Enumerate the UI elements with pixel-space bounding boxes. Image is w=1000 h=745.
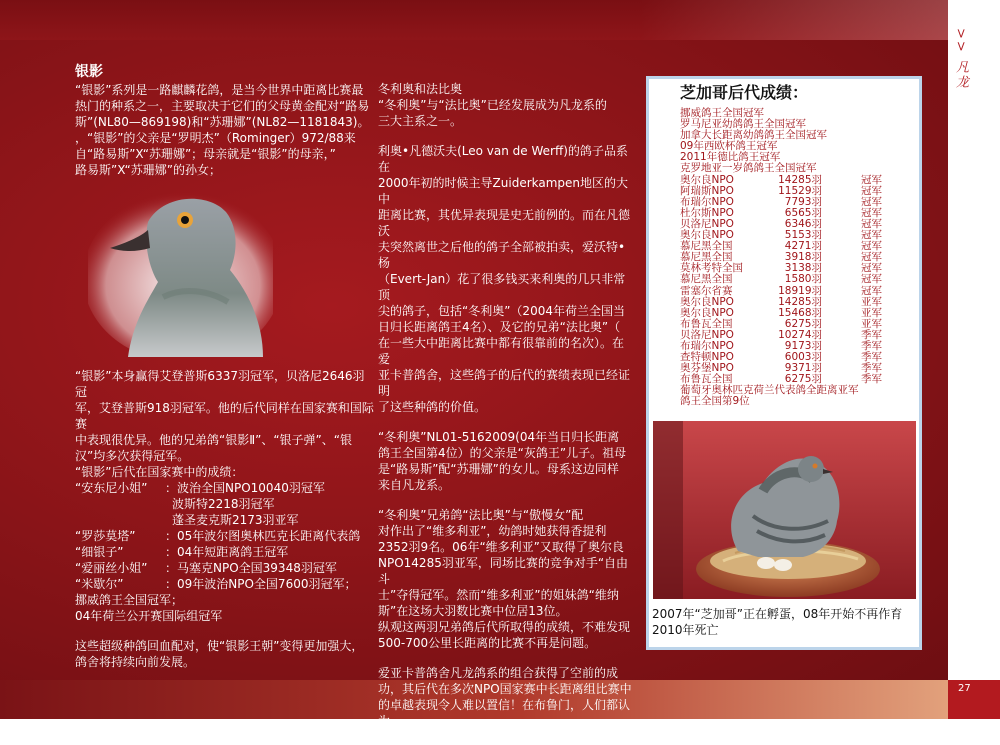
result-place: 冠军: [861, 206, 882, 219]
result-place: 冠军: [861, 217, 882, 230]
closing-line: 这些超级种鸽回血配对，使“银影王朝”变得更加强大，: [75, 639, 364, 653]
silver-shadow-results: [75, 368, 375, 670]
result-race: 慕尼黑全国: [680, 240, 733, 253]
article-line: 2352羽9名。06年“维多利亚”又取得了奥尔良: [378, 540, 624, 554]
extra-line: 挪威鸽王全国冠军；: [75, 593, 184, 607]
result-race: 贝洛尼NPO: [680, 328, 734, 341]
article-line: 士”夺得冠军。然而“维多利亚”的姐妹鸽“维纳: [378, 588, 619, 602]
honour-line: 罗马尼亚幼鸽鸽王全国冠军: [680, 118, 806, 131]
offspring-row: [75, 544, 375, 560]
article-line: 距离比赛，其优异表现是史无前例的。而在凡德沃: [378, 208, 631, 238]
article-line: 来自凡龙系。: [378, 478, 451, 492]
offspring-result: ：09年波治NPO全国7600羽冠军；: [165, 577, 357, 591]
article-line: 在一些大中距离比赛中都有很靠前的名次）。在爱: [378, 336, 625, 366]
middle-column-article: [378, 81, 633, 745]
chicago-nesting-photo: [653, 421, 916, 599]
offspring-result: 蓬圣麦克斯2173羽亚军: [172, 513, 299, 527]
honour-line: 加拿大长距离幼鸽鸽王全国冠军: [680, 129, 827, 142]
result-birds: 9371羽: [784, 362, 822, 375]
article-line: 爱亚卡普鸽舍凡龙鸽系的组合获得了空前的成: [378, 666, 619, 680]
honour-line: 葡萄牙奥林匹克荷兰代表鸽全距离亚军: [680, 384, 859, 397]
result-race: 奥尔良NPO: [680, 173, 734, 186]
result-birds: 6346羽: [784, 217, 822, 230]
result-race: 布瑞尔NPO: [680, 339, 734, 352]
article-line: 功，其后代在多次NPO国家赛中长距离组比赛中: [378, 682, 632, 696]
result-race: 慕尼黑全国: [680, 273, 733, 286]
page-number-box: [948, 680, 1000, 719]
result-place: 季军: [861, 362, 882, 375]
offspring-result: ：05年波尔图奥林匹克长距离代表鸽: [165, 529, 361, 543]
article-line: 对作出了“维多利亚”，幼鸽时她获得香提利: [378, 524, 607, 538]
result-birds: 9173羽: [784, 339, 822, 352]
result-race: 贝洛尼NPO: [680, 217, 734, 230]
result-race: 布鲁瓦全国: [680, 373, 733, 386]
result-place: 冠军: [861, 251, 882, 264]
result-birds: 15468羽: [778, 306, 822, 319]
article-line: 日归长距离鸽王4名）、及它的兄弟“法比奥”（: [378, 320, 621, 334]
result-place: 季军: [861, 339, 882, 352]
article-line: （Evert-Jan）花了很多钱买来利奥的几只非常顶: [378, 272, 626, 302]
result-race: 奥尔良NPO: [680, 306, 734, 319]
result-place: 季军: [861, 373, 882, 386]
article-line: 的卓越表现令人难以置信！在布鲁门，人们都认为: [378, 698, 631, 728]
article-line: “冬利奥”与“法比奥”已经发展成为凡龙系的: [378, 98, 607, 112]
result-place: 季军: [861, 351, 882, 364]
offspring-row: [75, 528, 375, 544]
result-birds: 14285羽: [778, 173, 822, 186]
honour-line: 09年西欧杯鸽王冠军: [680, 140, 778, 153]
result-place: 冠军: [861, 229, 882, 242]
section-tab-label: >> 凡龙: [953, 28, 968, 90]
intro-line: 热门的种系之一，主要取决于它们的父母黄金配对“路易: [75, 99, 370, 113]
result-birds: 10274羽: [778, 328, 822, 341]
chicago-honours-list: [680, 108, 910, 408]
body-line: “银影”本身赢得艾登普斯6337羽冠军，贝洛尼2646羽冠: [75, 369, 365, 399]
article-line: 纵观这两羽兄弟鸽后代所取得的成绩，不难发现: [378, 620, 631, 634]
article-line: 是“路易斯”配“苏珊娜”的女儿。母系这边同样: [378, 462, 619, 476]
body-line: 中表现很优异。他的兄弟鸽“银影Ⅱ”、“银子弹”、“银: [75, 433, 352, 447]
result-birds: 6003羽: [784, 351, 822, 364]
result-birds: 1580羽: [784, 273, 822, 286]
article-line: 尖的鸽子，包括“冬利奥”（2004年荷兰全国当: [378, 304, 625, 318]
result-place: 亚军: [861, 317, 882, 330]
body-line: 军，艾登普斯918羽冠军。他的后代同样在国家赛和国际赛: [75, 401, 374, 431]
result-row: [680, 274, 910, 285]
result-race: 奥尔良NPO: [680, 295, 734, 308]
result-race: 雷塞尔省赛: [680, 284, 733, 297]
article-line: 500-700公里长距离的比赛不再是问题。: [378, 636, 597, 650]
honour-line: 挪威鸽王全国冠军: [680, 107, 764, 119]
offspring-row: [75, 560, 375, 576]
result-birds: 4271羽: [784, 240, 822, 253]
silver-shadow-intro: [75, 64, 375, 178]
offspring-name: “米歇尔”: [75, 577, 124, 591]
silver-shadow-pigeon-photo: [88, 182, 273, 357]
article-line: 夫突然离世之后他的鸽子全部被拍卖，爱沃特•杨: [378, 240, 626, 270]
section-heading: 冬利奥和法比奥: [378, 82, 463, 96]
offspring-result: ：马塞克NPO全国39348羽冠军: [165, 561, 337, 575]
chicago-title: 芝加哥后代成绩：: [680, 83, 809, 102]
honour-line: 2011年德比鸽王冠军: [680, 151, 781, 164]
article-line: “冬利奥”NL01-5162009(04年当日归长距离: [378, 430, 620, 444]
offspring-name: “细银子”: [75, 545, 124, 559]
article-line: 引入凡龙鸽子是真正的制胜法宝！: [378, 730, 559, 744]
intro-line: 自“路易斯”X“苏珊娜”；母亲就是“银影”的母亲，”: [75, 147, 336, 161]
result-birds: 5153羽: [784, 229, 822, 242]
intro-line: “银影”系列是一路麒麟花鸽，是当今世界中距离比赛最: [75, 83, 364, 97]
offspring-name: [75, 496, 165, 512]
result-birds: 14285羽: [778, 295, 822, 308]
result-row: [680, 175, 910, 186]
result-place: 季军: [861, 328, 882, 341]
result-place: 冠军: [861, 195, 882, 208]
result-race: 阿瑞斯NPO: [680, 184, 734, 197]
result-place: 亚军: [861, 295, 882, 308]
silver-shadow-heading: 银影: [75, 64, 103, 80]
body-line: “银影”后代在国家赛中的成绩：: [75, 465, 244, 479]
result-place: 冠军: [861, 262, 882, 275]
offspring-result: ：04年短距离鸽王冠军: [165, 545, 289, 559]
article-line: 2000年初的时候主导Zuiderkampen地区的大中: [378, 176, 629, 206]
offspring-row: [75, 576, 375, 592]
result-row: [680, 286, 910, 297]
closing-line: 鸽舍将持续向前发展。: [75, 655, 196, 669]
caption-line: 2010年死亡: [652, 623, 719, 637]
offspring-result: 波斯特2218羽冠军: [172, 497, 275, 511]
result-race: 奥芬堡NPO: [680, 362, 734, 375]
result-race: 布瑞尔NPO: [680, 195, 734, 208]
page-number: 27: [958, 683, 971, 694]
article-line: 三大主系之一。: [378, 114, 463, 128]
article-line: 亚卡普鸽舍，这些鸽子的后代的赛绩表现已经证明: [378, 368, 631, 398]
top-band-highlight: [640, 0, 948, 40]
article-line: 斯”在这场大羽数比赛中位居13位。: [378, 604, 568, 618]
offspring-row: [75, 512, 375, 528]
result-birds: 11529羽: [778, 184, 822, 197]
body-line: 汉”均多次获得冠军。: [75, 449, 190, 463]
result-birds: 6565羽: [784, 206, 822, 219]
caption-line: 2007年“芝加哥”正在孵蛋，08年开始不再作育: [652, 607, 903, 621]
result-place: 冠军: [861, 273, 882, 286]
photo-caption: [652, 606, 918, 638]
result-birds: 3918羽: [784, 251, 822, 264]
honour-line: 克罗地亚一岁鸽鸽王全国冠军: [680, 162, 817, 175]
result-place: 冠军: [861, 284, 882, 297]
article-line: 利奥•凡德沃夫(Leo van de Werff)的鸽子品系在: [378, 144, 628, 174]
offspring-name: “罗莎莫塔”: [75, 529, 136, 543]
article-line: “冬利奥”兄弟鸽“法比奥”与“傲慢女”配: [378, 508, 584, 522]
result-birds: 3138羽: [784, 262, 822, 275]
result-place: 冠军: [861, 184, 882, 197]
offspring-result: ：波治全国NPO10040羽冠军: [165, 481, 325, 495]
intro-line: 斯”(NL80—869198)和“苏珊娜”(NL82—1181843)。: [75, 115, 370, 129]
offspring-name: “安东尼小姐”: [75, 481, 148, 495]
offspring-row: [75, 480, 375, 496]
offspring-row: [75, 496, 375, 512]
article-line: 鸽王全国第4位）的父亲是“灰鸽王”儿子。祖母: [378, 446, 627, 460]
intro-line: ，“银影”的父亲是“罗明杰”（Rominger）972/88来: [75, 131, 356, 145]
extra-line: 04年荷兰公开赛国际组冠军: [75, 609, 223, 623]
result-place: 亚军: [861, 306, 882, 319]
result-place: 冠军: [861, 240, 882, 253]
result-birds: 7793羽: [784, 195, 822, 208]
result-race: 莫林考特全国: [680, 262, 743, 275]
result-race: 慕尼黑全国: [680, 251, 733, 264]
offspring-name: [75, 512, 165, 528]
intro-line: 路易斯”X“苏珊娜”的孙女；: [75, 163, 221, 177]
result-race: 杜尔斯NPO: [680, 206, 734, 219]
result-race: 布鲁瓦全国: [680, 317, 733, 330]
honour-line: 鸽王全国第9位: [680, 395, 750, 408]
result-place: 冠军: [861, 173, 882, 186]
right-margin-panel: [948, 0, 1000, 680]
result-race: 奥尔良NPO: [680, 229, 734, 242]
result-race: 查特顿NPO: [680, 351, 734, 364]
article-line: 了这些种鸽的价值。: [378, 400, 487, 414]
offspring-name: “爱丽丝小姐”: [75, 561, 148, 575]
article-line: NPO14285羽亚军，同场比赛的竞争对手“自由斗: [378, 556, 629, 586]
result-birds: 6275羽: [784, 373, 822, 386]
result-birds: 18919羽: [778, 284, 822, 297]
result-birds: 6275羽: [784, 317, 822, 330]
